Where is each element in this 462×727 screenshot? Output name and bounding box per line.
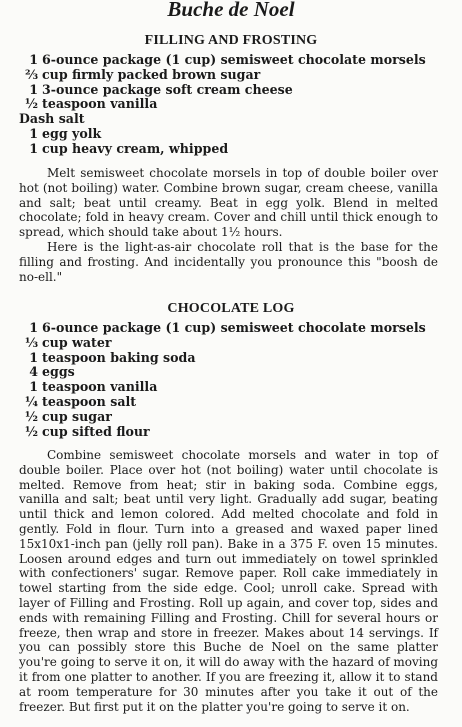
recipe-title: Buche de Noel — [167, 0, 295, 21]
log-instructions — [19, 448, 438, 714]
ingredient-line: ½ cup sugar — [24, 408, 112, 424]
ingredient-line: 1 teaspoon vanilla — [29, 379, 158, 395]
instruction-paragraph: Combine semisweet chocolate morsels and water in top of double boiler. Place over hot (not boiling) water until chocolate is melted. Remove from heat; stir in baking soda. Combine eggs, vanilla and salt; beat until very light. Gradually add sugar, beating until thick and lemon colored. Add melted chocolate and fold in gently. Fold in flour. Turn into a greased and waxed paper lined 15x10x1-inch pan (jelly roll pan). Bake in a 375 F. oven 15 minutes. Loosen around edges and turn out immediately on towel sprinkled with confectioners' sugar. Remove paper. Roll cake immediately in towel starting from the side edge. Cool; unroll cake. Spread with layer of Filling and Frosting. Roll up again, and cover top, sides and ends with remaining Filling and Frosting. Chill for several hours or freeze, then wrap and store in freezer. Makes about 14 servings. If you can possibly store this Buche de Noel on the same platter you're going to serve it on, it will do away with the hazard of moving it from one platter to another. If you are freezing it, allow it to stand at room temperature for 30 minutes after you take it out of the freezer. But first put it on the platter you're going to serve it on. — [19, 448, 438, 714]
ingredient-line: ½ cup sifted flour — [24, 423, 150, 439]
ingredient-line: ½ teaspoon vanilla — [24, 96, 158, 112]
ingredient-line: 1 cup heavy cream, whipped — [29, 140, 229, 156]
ingredient-line: ⅔ cup firmly packed brown sugar — [24, 66, 261, 82]
ingredient-line: 1 3-ounce package soft cream cheese — [29, 81, 293, 97]
filling-heading: FILLING AND FROSTING — [144, 33, 318, 48]
ingredient-line: ¼ teaspoon salt — [24, 393, 137, 409]
ingredient-line: ⅓ cup water — [24, 334, 112, 350]
ingredient-line: Dash salt — [19, 111, 85, 127]
ingredient-line: 4 eggs — [29, 364, 75, 380]
instruction-paragraph: Here is the light-as-air chocolate roll that is the base for the filling and frosting. And incidentally you pronounce this "boosh de no-ell." — [19, 239, 438, 284]
instruction-paragraph: Melt semisweet chocolate morsels in top of double boiler over hot (not boiling) water. Combine brown sugar, cream cheese, vanilla and salt; beat until creamy. Beat in egg yolk. Blend in melted chocolate; fold in heavy cream. Cover and chill until thick enough to spread, which should take about 1½ hours. — [19, 166, 438, 240]
ingredient-line: 1 egg yolk — [29, 125, 102, 141]
log-heading: CHOCOLATE LOG — [167, 301, 295, 316]
log-ingredient-list — [0, 321, 462, 439]
filling-ingredient-list — [0, 53, 462, 157]
filling-instructions — [19, 166, 438, 284]
ingredient-line: 1 6-ounce package (1 cup) semisweet chocolate morsels — [29, 320, 426, 335]
ingredient-line: 1 6-ounce package (1 cup) semisweet chocolate morsels — [29, 52, 426, 67]
ingredient-line: 1 teaspoon baking soda — [29, 349, 196, 365]
